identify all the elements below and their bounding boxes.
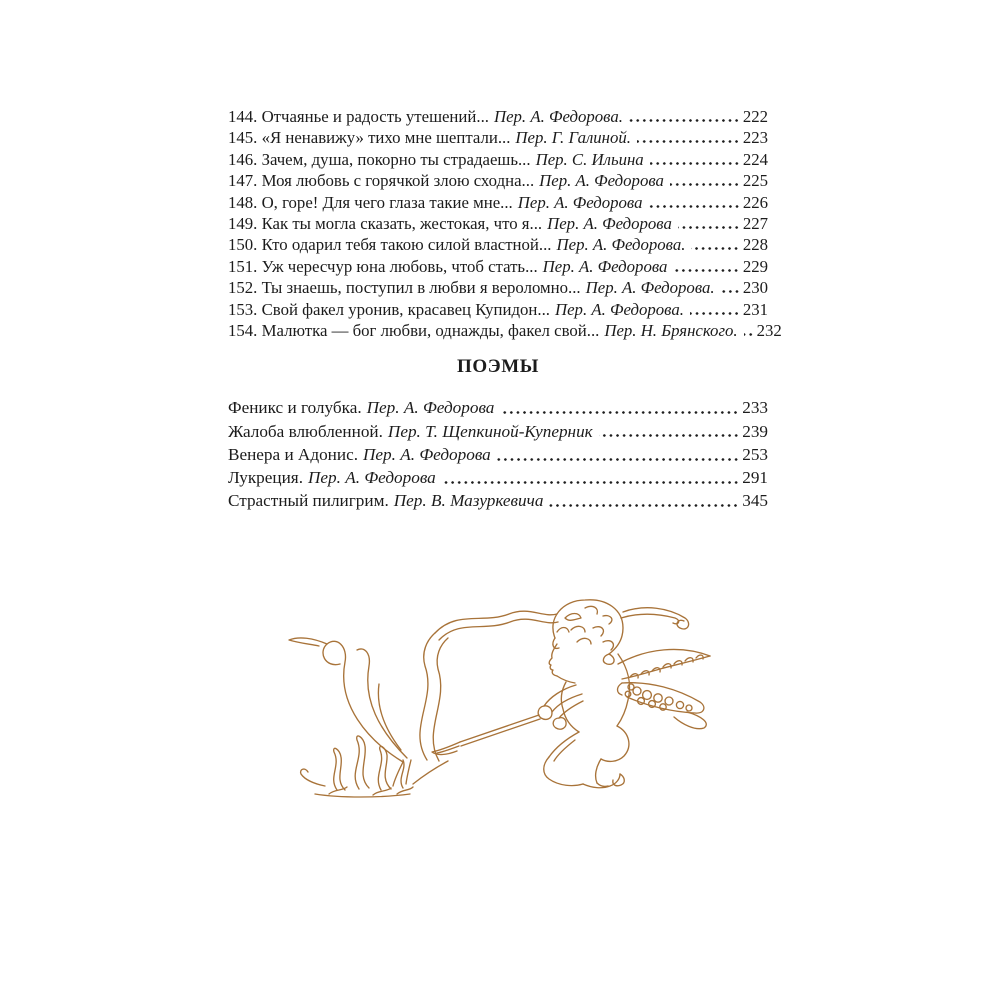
dot-leader [442,479,739,485]
dot-leader [744,331,754,337]
toc-entry-title: Венера и Адонис. [228,444,359,464]
toc-entry-page: 233 [742,398,768,418]
toc-entry-page: 239 [742,421,768,441]
dot-leader [497,456,739,462]
toc-entry-translator: Пер. А. Федорова [547,214,672,234]
toc-entry-translator: Пер. А. Федорова. [585,278,715,298]
toc-entry-title: 147. Моя любовь с горячкой злою сходна... [228,171,535,191]
cupid-drawing-group [289,600,710,797]
toc-entry-translator: Пер. А. Федорова [366,398,495,418]
toc-entry-page: 345 [742,491,768,511]
dot-leader [629,117,740,123]
dot-leader [670,182,740,188]
toc-entry-title: Феникс и голубка. [228,398,362,418]
toc-row [228,170,768,191]
toc-entry-title: 146. Зачем, душа, покорно ты страдаешь... [228,149,531,169]
toc-entry-translator: Пер. Т. Щепкиной-Куперник [387,421,593,441]
toc-entry-page: 231 [742,299,768,319]
toc-row [228,489,768,512]
toc-entry-title: 151. Уж чересчур юна любовь, чтоб стать... [228,256,538,276]
wings-group [618,649,711,728]
toc-entry-translator: Пер. В. Мазуркевича [393,491,544,511]
toc-entry-translator: Пер. А. Федорова [539,171,664,191]
toc-entry-page: 253 [742,444,768,464]
toc-entry-page: 222 [742,107,768,126]
toc-entry-title: 149. Как ты могла сказать, жестокая, что я... [228,214,543,234]
toc-entry-page: 291 [742,468,768,488]
toc-row [228,256,768,277]
torch-rod [460,715,540,746]
toc-entry-page: 223 [742,128,768,148]
toc-row [228,106,768,127]
cupid-illustration [285,588,725,820]
section-heading-poems: ПОЭМЫ [456,356,540,378]
dot-leader [678,224,740,230]
table-of-contents [228,106,782,512]
toc-entry-title: 144. Отчаянье и радость утешений... [228,107,489,126]
toc-section-sonnets [228,106,782,341]
toc-entry-page: 230 [742,278,768,298]
dot-leader [549,502,739,508]
toc-entry-page: 232 [756,321,782,341]
dot-leader [599,433,740,439]
toc-entry-title: 153. Свой факел уронив, красавец Купидон... [228,299,550,319]
toc-entry-title: 145. «Я ненавижу» тихо мне шептали... [228,128,511,148]
toc-entry-title: Жалоба влюбленной. [228,421,383,441]
toc-entry-page: 227 [742,214,768,234]
toc-row [228,213,768,234]
dot-leader [649,203,740,209]
toc-entry-translator: Пер. А. Федорова. [556,235,686,255]
toc-entry-page: 226 [742,192,768,212]
toc-entry-page: 224 [742,149,768,169]
toc-entry-translator: Пер. С. Ильина [535,149,644,169]
dot-leader [500,410,739,416]
toc-entry-page: 228 [742,235,768,255]
toc-row [228,466,768,489]
toc-entry-title: 152. Ты знаешь, поступил в любви я вероломно... [228,278,581,298]
toc-row [228,396,768,419]
toc-entry-title: 148. О, горе! Для чего глаза такие мне... [228,192,513,212]
toc-entry-title: 154. Малютка — бог любви, однажды, факел свой... [228,321,600,341]
toc-entry-page: 225 [742,171,768,191]
toc-row [228,299,768,320]
toc-row [228,234,768,255]
toc-section-poems [228,396,768,512]
toc-entry-translator: Пер. Г. Галиной. [515,128,631,148]
toc-entry-translator: Пер. А. Федорова [308,468,436,488]
toc-entry-translator: Пер. А. Федорова [517,192,643,212]
dot-leader [650,160,740,166]
toc-entry-title: 150. Кто одарил тебя такою силой властной... [228,235,552,255]
dot-leader [690,310,740,316]
dot-leader [691,246,739,252]
toc-entry-title: Лукреция. [228,468,303,488]
toc-row [228,192,768,213]
toc-entry-translator: Пер. Н. Брянского. [604,321,738,341]
toc-entry-translator: Пер. А. Федорова. [554,299,684,319]
toc-row [228,127,768,148]
dot-leader [721,289,740,295]
toc-row [228,277,768,298]
dot-leader [637,139,740,145]
toc-entry-title: Страстный пилигрим. [228,491,389,511]
toc-entry-translator: Пер. А. Федорова. [493,107,623,126]
toc-row [228,443,768,466]
dot-leader [673,267,739,273]
toc-row [228,420,768,443]
toc-entry-page: 229 [742,256,768,276]
toc-entry-translator: Пер. А. Федорова [363,444,491,464]
toc-entry-translator: Пер. А. Федорова [542,256,668,276]
toc-row [228,149,768,170]
toc-row [228,320,782,341]
